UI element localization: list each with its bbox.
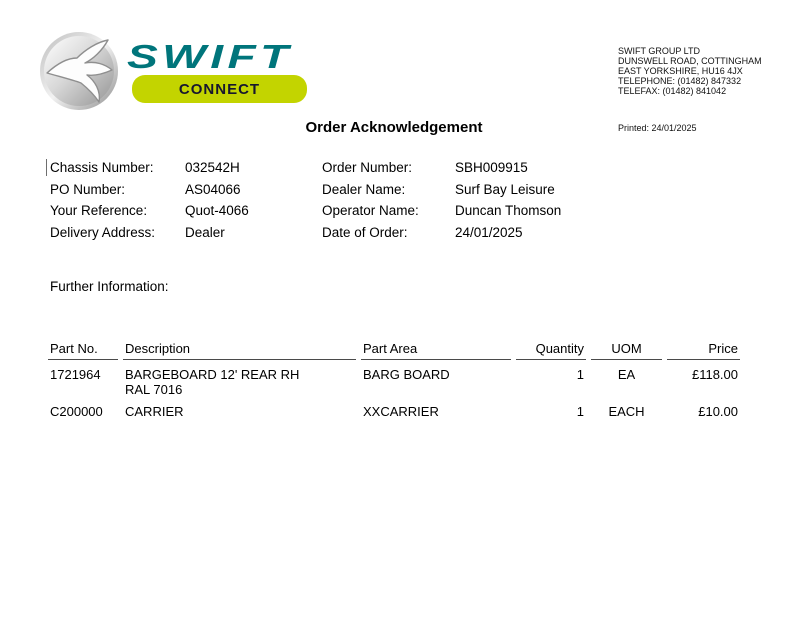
field-label: Delivery Address: — [50, 224, 156, 240]
field-chassis-number — [50, 157, 249, 179]
connect-badge-label: CONNECT — [178, 80, 261, 98]
table-row — [48, 404, 740, 419]
order-details-left — [50, 157, 249, 243]
field-value: SBH009915 — [455, 160, 528, 175]
description-line: RAL 7016 — [125, 382, 183, 397]
company-address-line: SWIFT GROUP LTD — [618, 46, 701, 56]
company-address-line: TELEFAX: (01482) 841042 — [618, 86, 727, 96]
cell-description — [123, 367, 356, 397]
field-label: Dealer Name: — [322, 181, 406, 197]
field-operator-name — [322, 200, 561, 222]
cell-part-area: XXCARRIER — [363, 404, 439, 419]
field-label: Operator Name: — [322, 203, 419, 218]
swift-wordmark: SWIFT — [127, 37, 293, 76]
further-information-label: Further Information: — [50, 279, 169, 294]
company-address — [618, 46, 762, 96]
company-address-line: DUNSWELL ROAD, COTTINGHAM — [618, 56, 762, 66]
column-header-part-no: Part No. — [48, 341, 118, 360]
field-value: Dealer — [185, 224, 225, 240]
field-value: 24/01/2025 — [455, 224, 523, 240]
field-date-of-order — [322, 222, 561, 244]
parts-table — [48, 341, 740, 419]
field-your-reference — [50, 200, 249, 222]
swift-logo-badge — [39, 31, 119, 111]
connect-badge — [132, 75, 307, 103]
page-title: Order Acknowledgement — [305, 119, 483, 136]
parts-table-header-row — [48, 341, 740, 360]
text-cursor — [46, 159, 47, 176]
field-dealer-name — [322, 179, 561, 201]
field-value: Surf Bay Leisure — [455, 181, 555, 197]
column-header-price: Price — [667, 341, 740, 360]
printed-date: Printed: 24/01/2025 — [618, 123, 697, 133]
cell-quantity: 1 — [576, 404, 584, 419]
cell-description — [123, 404, 356, 419]
field-label: Your Reference: — [50, 203, 148, 218]
cell-part-area: BARG BOARD — [363, 367, 450, 382]
description-line: BARGEBOARD 12' REAR RH — [125, 367, 300, 382]
order-details-right — [322, 157, 561, 243]
company-address-line: EAST YORKSHIRE, HU16 4JX — [618, 66, 743, 76]
field-delivery-address — [50, 222, 249, 244]
cell-uom: EACH — [608, 404, 645, 419]
column-header-uom: UOM — [591, 341, 662, 360]
table-row — [48, 367, 740, 397]
swallow-bird-icon — [39, 31, 119, 111]
field-value: Duncan Thomson — [455, 203, 562, 218]
column-header-quantity: Quantity — [516, 341, 586, 360]
field-value: AS04066 — [185, 181, 241, 197]
field-label: Order Number: — [322, 160, 413, 175]
field-value: 032542H — [185, 160, 240, 175]
company-address-line: TELEPHONE: (01482) 847332 — [618, 76, 742, 86]
cell-price: £118.00 — [691, 367, 738, 382]
cell-part-no: C200000 — [50, 404, 103, 419]
description-line: CARRIER — [125, 404, 184, 419]
field-label: Chassis Number: — [50, 160, 154, 175]
cell-uom: EA — [617, 367, 636, 382]
field-label: PO Number: — [50, 181, 126, 197]
field-order-number — [322, 157, 561, 179]
field-label: Date of Order: — [322, 224, 408, 240]
column-header-part-area: Part Area — [361, 341, 511, 360]
cell-price: £10.00 — [698, 404, 738, 419]
cell-part-no: 1721964 — [50, 367, 101, 382]
column-header-description: Description — [123, 341, 356, 360]
field-value: Quot-4066 — [185, 203, 249, 218]
cell-quantity: 1 — [576, 367, 584, 382]
field-po-number — [50, 179, 249, 201]
